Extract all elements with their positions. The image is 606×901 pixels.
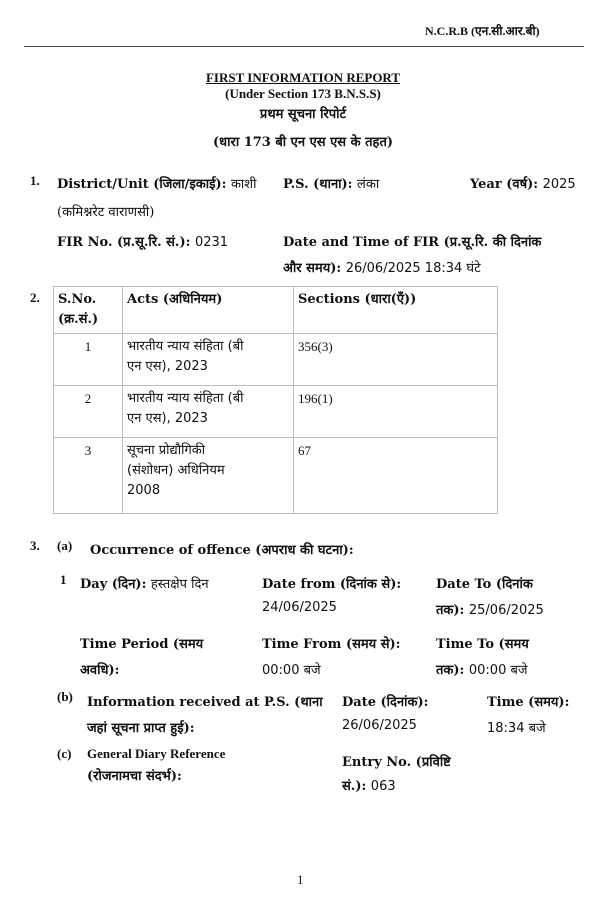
district-value-line2: (कमिश्नरेट वाराणसी) <box>57 205 155 220</box>
table-row <box>54 334 498 386</box>
acts-table-header <box>54 287 498 334</box>
report-subtitle-hindi: (धारा 173 बी एन एस एस के तहत) <box>212 135 394 150</box>
occurrence-sub-number: 1 <box>60 572 67 587</box>
info-received-label: Information received at P.S. (थाना <box>87 695 323 710</box>
entry-no-value: 063 <box>370 779 396 794</box>
info-time-value: 18:34 बजे <box>487 721 546 736</box>
report-title-hindi: प्रथम सूचना रिपोर्ट <box>259 107 347 122</box>
row-act: सूचना प्रोद्यौगिकी (संशोधन) अधिनियम 2008 <box>123 438 294 514</box>
time-period-label: Time Period (समय <box>80 637 204 652</box>
ps-value: लंका <box>357 177 380 192</box>
header-divider <box>24 46 584 47</box>
section2-number: 2. <box>30 290 40 305</box>
entry-no-field: सं.): 063 <box>342 779 396 794</box>
report-subtitle: (Under Section 173 B.N.S.S) <box>225 86 381 101</box>
row-section: 356(3) <box>294 334 498 386</box>
row-section: 67 <box>294 438 498 514</box>
fir-datetime-field: और समय): 26/06/2025 18:34 घंटे <box>283 261 481 276</box>
day-field: Day (दिन): हस्तक्षेप दिन <box>80 577 209 592</box>
acts-table <box>53 286 498 514</box>
date-to-field: तक): 25/06/2025 <box>436 603 544 618</box>
report-title: FIRST INFORMATION REPORT <box>205 70 401 85</box>
table-row <box>54 438 498 514</box>
date-to-label: Date To (दिनांक <box>436 577 533 592</box>
date-from-value: 24/06/2025 <box>262 600 337 615</box>
info-date-label: Date (दिनांक): <box>342 695 429 710</box>
section3-number: 3. <box>30 538 40 553</box>
table-row <box>54 386 498 438</box>
occurrence-label: Occurrence of offence (अपराध की घटना): <box>90 543 354 558</box>
time-to-value: 00:00 बजे <box>468 663 528 678</box>
fir-datetime-label: Date and Time of FIR (प्र.सू.रि. की दिनांक <box>283 235 542 250</box>
year-value: 2025 <box>542 177 576 192</box>
time-to-field: तक): 00:00 बजे <box>436 663 528 678</box>
subsection-b-label: (b) <box>57 689 73 704</box>
fir-value: 0231 <box>194 235 229 250</box>
date-to-value: 25/06/2025 <box>468 603 544 618</box>
fir-field: FIR No. (प्र.सू.रि. सं.): 0231 <box>57 235 229 250</box>
info-date-value: 26/06/2025 <box>342 718 417 733</box>
district-value: काशी <box>230 177 257 192</box>
row-act: भारतीय न्याय संहिता (बी एन एस), 2023 <box>123 334 294 386</box>
header-acts: Acts (अधिनियम) <box>123 287 294 334</box>
page-number: 1 <box>297 872 304 887</box>
row-sno: 2 <box>54 386 123 438</box>
row-act: भारतीय न्याय संहिता (बी एन एस), 2023 <box>123 386 294 438</box>
row-section: 196(1) <box>294 386 498 438</box>
ncrb-header: N.C.R.B (एन.सी.आर.बी) <box>425 24 540 38</box>
gd-reference-label: General Diary Reference <box>87 746 226 761</box>
section1-number: 1. <box>30 173 40 188</box>
header-sections: Sections (धारा(एँ)) <box>294 287 498 334</box>
gd-reference-label-2: (रोजनामचा संदर्भ): <box>87 769 182 784</box>
entry-no-label: Entry No. (प्रविष्टि <box>342 755 451 770</box>
header-sno: S.No. (क्र.सं.) <box>54 287 123 334</box>
row-sno: 1 <box>54 334 123 386</box>
time-period-label-2: अवधि): <box>80 663 120 678</box>
time-from-label: Time From (समय से): <box>262 637 401 652</box>
info-received-label-2: जहां सूचना प्राप्त हुई): <box>87 721 195 736</box>
time-from-value: 00:00 बजे <box>262 663 321 678</box>
subsection-a-label: (a) <box>57 538 73 553</box>
district-label: District/Unit (जिला/इकाई): काशी <box>57 177 257 192</box>
row-sno: 3 <box>54 438 123 514</box>
info-time-label: Time (समय): <box>487 695 570 710</box>
fir-datetime-value: 26/06/2025 18:34 घंटे <box>345 261 481 276</box>
year-field: Year (वर्ष): 2025 <box>470 177 576 192</box>
subsection-c-label: (c) <box>57 746 72 761</box>
day-value: हस्तक्षेप दिन <box>150 577 209 592</box>
time-to-label: Time To (समय <box>436 637 529 652</box>
ps-field: P.S. (थाना): लंका <box>283 177 380 192</box>
date-from-label: Date from (दिनांक से): <box>262 577 402 592</box>
